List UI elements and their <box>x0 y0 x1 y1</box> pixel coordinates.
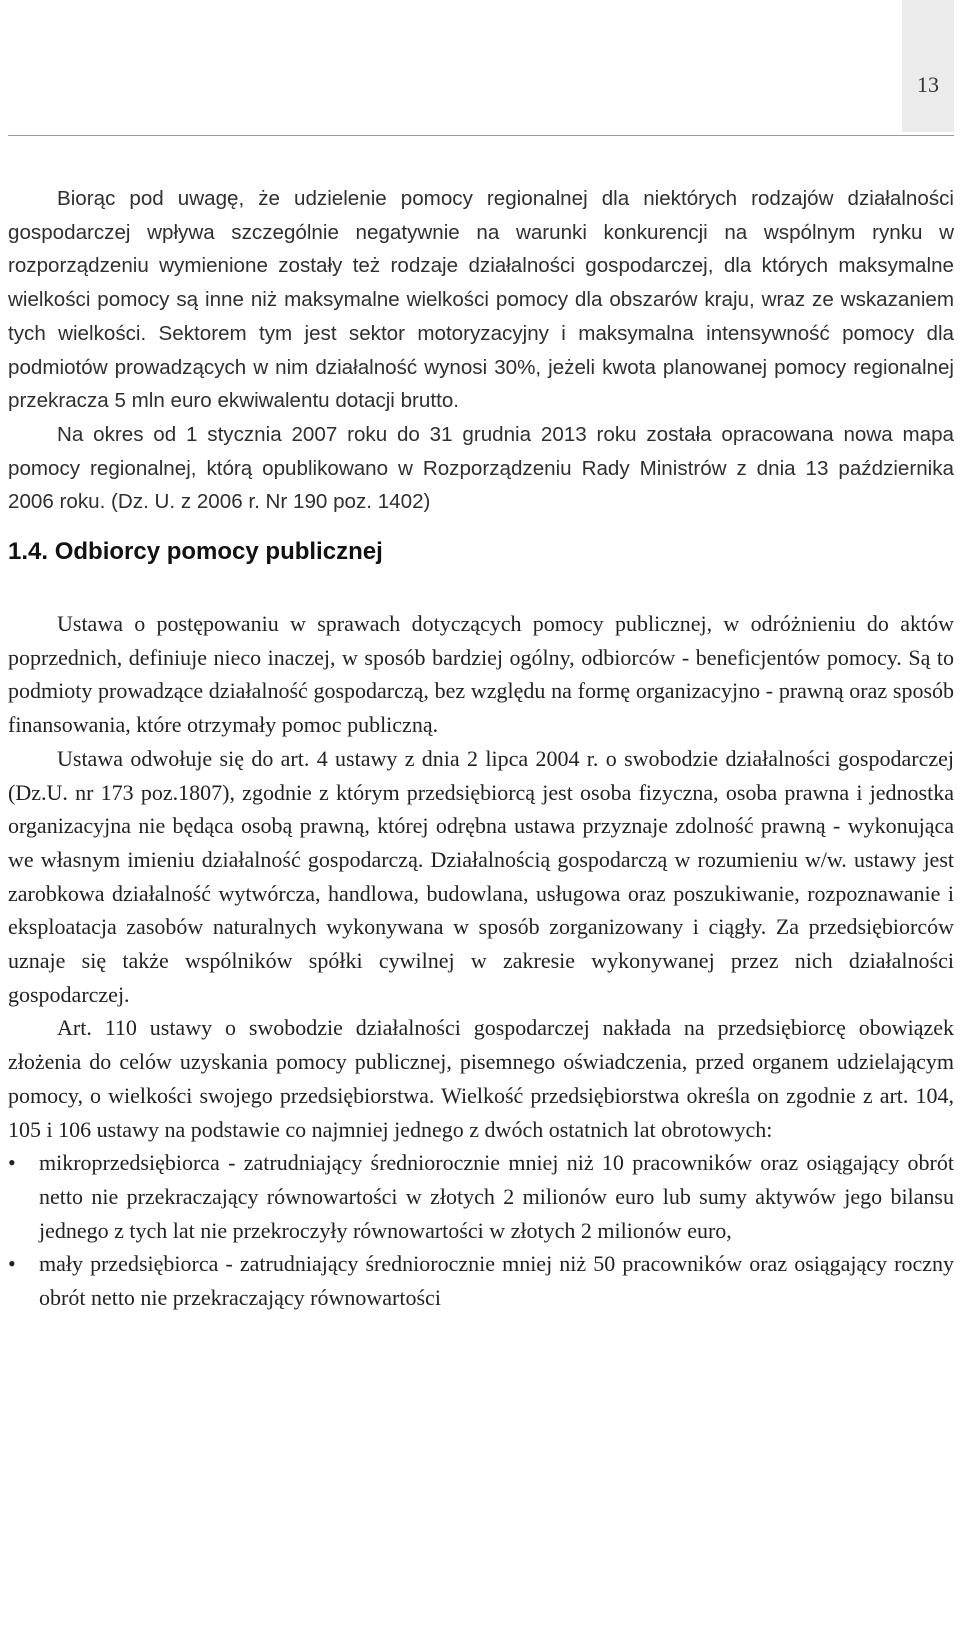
list-item-text: mały przedsiębiorca - zatrudniający średniorocznie mniej niż 50 pracowników oraz osiągający roczny obrót netto nie przekraczający równowartości <box>39 1251 954 1311</box>
section-heading: 1.4. Odbiorcy pomocy publicznej <box>8 538 383 566</box>
list-item-text: mikroprzedsiębiorca - zatrudniający średniorocznie mniej niż 10 pracowników oraz osiągający obrót netto nie przekraczający równowartości w złotych 2 milionów euro lub sumy aktywów jego bilansu jednego z tych lat nie przekroczyły równowartości w złotych 2 milionów euro, <box>39 1150 954 1243</box>
enterprise-size-list <box>8 1146 954 1315</box>
header-rule <box>8 135 954 136</box>
list-item <box>8 1146 954 1247</box>
page-number-tab <box>902 0 954 132</box>
page-number: 13 <box>917 72 939 97</box>
paragraph-recipients-definition: Ustawa o postępowaniu w sprawach dotyczących pomocy publicznej, w odróżnieniu do aktów poprzednich, definiuje nieco inaczej, w sposób bardziej ogólny, odbiorców - beneficjentów pomocy. Są to podmioty prowadzące działalność gospodarczą, bez względu na formę organizacyjno - prawną oraz sposób finansowania, które otrzymały pomoc publiczną. <box>8 611 954 738</box>
paragraph-entrepreneur-definition: Ustawa odwołuje się do art. 4 ustawy z dnia 2 lipca 2004 r. o swobodzie działalności gospodarczej (Dz.U. nr 173 poz.1807), zgodnie z którym przedsiębiorcą jest osoba fizyczna, osoba prawna i jednostka organizacyjna nie będąca osobą prawną, której odrębna ustawa przyznaje zdolność prawną - wykonująca we własnym imieniu działalność gospodarczą. Działalnością gospodarczą w rozumieniu w/w. ustawy jest zarobkowa działalność wytwórcza, handlowa, budowlana, usługowa oraz poszukiwanie, rozpoznawanie i eksploatacja zasobów naturalnych wykonywana w sposób zorganizowany i ciągły. Za przedsiębiorców uznaje się także wspólników spółki cywilnej w zakresie wykonywanej przez nich działalności gospodarczej. <box>8 745 954 1007</box>
page-body <box>8 182 954 1315</box>
paragraph-regional-aid-sectors: Biorąc pod uwagę, że udzielenie pomocy regionalnej dla niektórych rodzajów działalności gospodarczej wpływa szczególnie negatywnie na warunki konkurencji na wspólnym rynku w rozporządzeniu wymienione zostały też rodzaje działalności gospodarczej, dla których maksymalne wielkości pomocy są inne niż maksymalne wielkości pomocy dla obszarów kraju, wraz ze wskazaniem tych wielkości. Sektorem tym jest sektor motoryzacyjny i maksymalna intensywność pomocy dla podmiotów prowadzących w nim działalność wynosi 30%, jeżeli kwota planowanej pomocy regionalnej przekracza 5 mln euro ekwiwalentu dotacji brutto. <box>8 187 954 413</box>
bullet-icon: • <box>8 1150 16 1176</box>
list-item <box>8 1247 954 1314</box>
paragraph-regional-aid-map: Na okres od 1 stycznia 2007 roku do 31 grudnia 2013 roku została opracowana nowa mapa pomocy regionalnej, którą opublikowano w Rozporządzeniu Rady Ministrów z dnia 13 października 2006 roku. (Dz. U. z 2006 r. Nr 190 poz. 1402) <box>8 422 954 514</box>
bullet-icon: • <box>8 1251 16 1277</box>
paragraph-article-110: Art. 110 ustawy o swobodzie działalności gospodarczej nakłada na przedsiębiorcę obowiązek złożenia do celów uzyskania pomocy publicznej, pisemnego oświadczenia, przed organem udzielającym pomocy, o wielkości swojego przedsiębiorstwa. Wielkość przedsiębiorstwa określa on zgodnie z art. 104, 105 i 106 ustawy na podstawie co najmniej jednego z dwóch ostatnich lat obrotowych: <box>8 1015 954 1142</box>
